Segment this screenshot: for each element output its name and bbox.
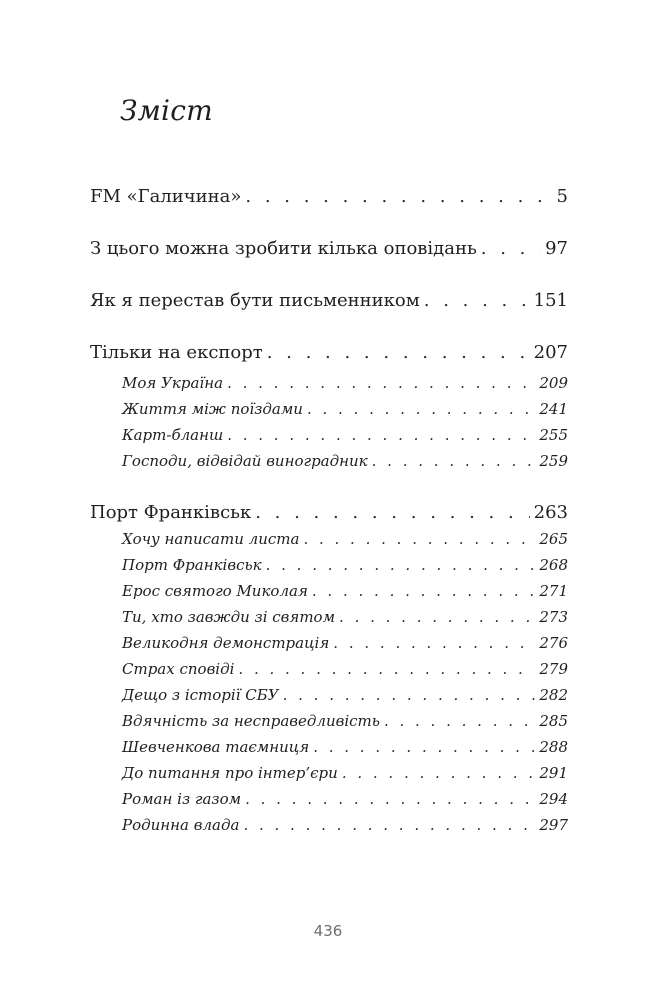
toc-leader-dots <box>283 688 536 703</box>
toc-entry-page: 255 <box>539 426 568 444</box>
toc-entry-title: Роман із газом <box>122 790 242 808</box>
toc-leader-dots <box>424 292 530 310</box>
toc-subentry <box>122 714 568 734</box>
toc-subentry <box>122 428 568 448</box>
toc-entry-title: Ти, хто завжди зі святом <box>122 608 336 626</box>
toc-subentry <box>122 454 568 474</box>
toc-entry-page: 259 <box>539 452 568 470</box>
toc-entry <box>90 240 568 262</box>
toc-entry-page: 294 <box>539 790 568 808</box>
toc-entry-title: Вдячність за несправедливість <box>122 712 380 730</box>
toc-subentry <box>122 636 568 656</box>
toc-entry-title: Хочу написати листа <box>122 530 300 548</box>
toc-leader-dots <box>245 792 535 807</box>
toc-leader-dots <box>227 428 535 443</box>
toc-entry-page: 263 <box>533 502 568 523</box>
toc-leader-dots <box>267 344 530 362</box>
toc-entry-page: 273 <box>539 608 568 626</box>
toc-entry-page: 279 <box>539 660 568 678</box>
toc-subentry <box>122 610 568 630</box>
toc-leader-dots <box>227 376 535 391</box>
toc-subentry <box>122 558 568 578</box>
toc-leader-dots <box>384 714 535 729</box>
toc-entry-title: З цього можна зробити кілька оповідань <box>90 238 477 259</box>
toc-entry-page: 285 <box>539 712 568 730</box>
toc-subentry <box>122 740 568 760</box>
toc-subentry <box>122 688 568 708</box>
toc-leader-dots <box>307 402 535 417</box>
toc-leader-dots <box>303 532 535 547</box>
toc-entry-title: Родинна влада <box>122 816 240 834</box>
toc-entry-page: 209 <box>539 374 568 392</box>
toc-entry-title: Господи, відвідай виноградник <box>122 452 368 470</box>
toc-entry-page: 288 <box>539 738 568 756</box>
page-number: 436 <box>313 922 343 940</box>
toc-entry-title: Моя Україна <box>122 374 224 392</box>
toc-entry-title: Дещо з історії СБУ <box>122 686 279 704</box>
toc-leader-dots <box>312 584 535 599</box>
toc-subentry <box>122 818 568 838</box>
toc-entry-title: Життя між поїздами <box>122 400 303 418</box>
toc-subentry <box>122 402 568 422</box>
toc-leader-dots <box>313 740 535 755</box>
toc-entry-page: 97 <box>545 238 568 259</box>
toc-entry <box>90 188 568 210</box>
toc-entry-page: 151 <box>533 290 568 311</box>
toc-entry-page: 291 <box>539 764 568 782</box>
toc-leader-dots <box>255 504 529 522</box>
toc-entry-page: 276 <box>539 634 568 652</box>
toc-leader-dots <box>481 240 541 258</box>
toc-entry-page: 207 <box>533 342 568 363</box>
toc-leader-dots <box>243 818 535 833</box>
toc-entry <box>90 292 568 314</box>
toc-leader-dots <box>339 610 535 625</box>
toc-entry-page: 268 <box>539 556 568 574</box>
toc-leader-dots <box>372 454 536 469</box>
table-of-contents <box>90 0 568 900</box>
toc-entry-title: Порт Франківськ <box>122 556 262 574</box>
toc-entry-title: Великодня демонстрація <box>122 634 330 652</box>
toc-entry <box>90 504 568 526</box>
toc-subentry <box>122 662 568 682</box>
toc-leader-dots <box>342 766 536 781</box>
page-title: Зміст <box>120 94 213 127</box>
toc-entry-title: Ерос святого Миколая <box>122 582 308 600</box>
toc-leader-dots <box>266 558 536 573</box>
toc-entry-title: До питання про інтер’єри <box>122 764 338 782</box>
toc-subentry <box>122 766 568 786</box>
toc-subentry <box>122 376 568 396</box>
toc-entry-title: Тільки на експорт <box>90 342 263 363</box>
toc-subentry <box>122 584 568 604</box>
toc-leader-dots <box>333 636 535 651</box>
toc-entry-page: 5 <box>556 186 568 207</box>
toc-entry <box>90 344 568 366</box>
toc-entry-title: FM «Галичина» <box>90 186 242 207</box>
toc-entry-title: Шевченкова таємниця <box>122 738 310 756</box>
toc-entry-page: 271 <box>539 582 568 600</box>
toc-entry-title: Страх сповіді <box>122 660 235 678</box>
toc-entry-title: Карт-бланш <box>122 426 224 444</box>
toc-entry-title: Порт Франківськ <box>90 502 252 523</box>
toc-entry-title: Як я перестав бути письменником <box>90 290 420 311</box>
toc-subentry <box>122 792 568 812</box>
toc-entry-page: 282 <box>539 686 568 704</box>
toc-leader-dots <box>245 188 552 206</box>
toc-subentry <box>122 532 568 552</box>
toc-entry-page: 265 <box>539 530 568 548</box>
toc-entry-page: 241 <box>539 400 568 418</box>
toc-leader-dots <box>238 662 535 677</box>
toc-entry-page: 297 <box>539 816 568 834</box>
